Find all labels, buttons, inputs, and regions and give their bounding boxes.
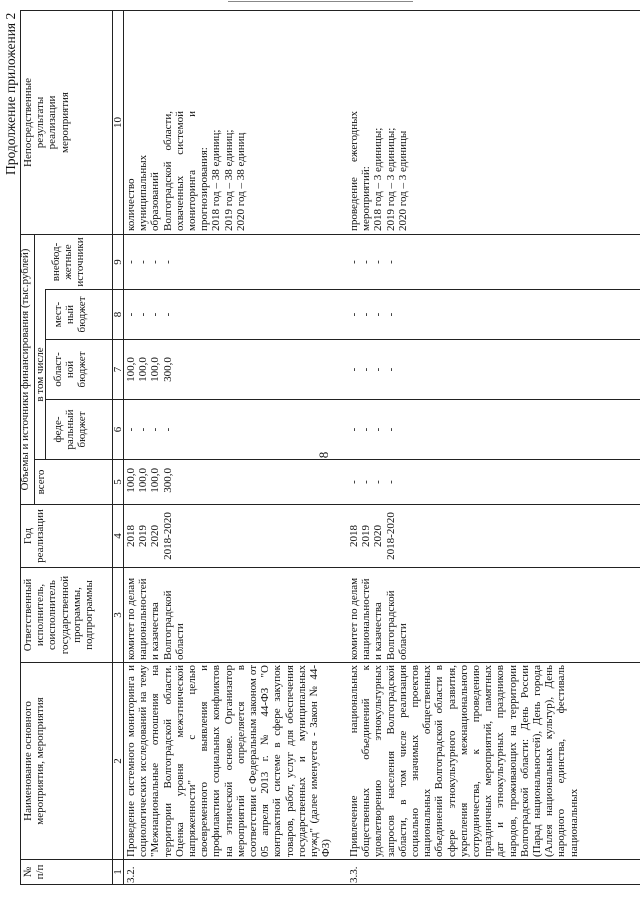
header-name: Наименование основного мероприятия, мероприятия xyxy=(22,697,47,825)
table-row-local: - - - - xyxy=(348,312,397,317)
header-executor: Ответственный исполнитель, соисполнитель государственной программы, подпрограммы xyxy=(22,575,96,655)
col-number: 6 xyxy=(112,426,124,433)
col-number: 9 xyxy=(112,259,124,265)
table-row-regional: - - - - xyxy=(348,367,397,372)
header-regional: област- ной бюджет xyxy=(52,351,89,388)
col-number: 8 xyxy=(112,311,124,318)
table-row-federal: - - - - xyxy=(125,427,174,432)
table-row-total: 100,0 100,0 100,0 300,0 xyxy=(125,468,174,493)
col-number: 4 xyxy=(112,533,124,539)
table-row-federal: - - - - xyxy=(348,427,397,432)
table-row-years: 2018 2019 2020 2018-2020 xyxy=(125,512,174,560)
header-federal: феде- ральный бюджет xyxy=(52,409,89,450)
table-row-executor: комитет по делам национальностей и казачества Волгоградской области xyxy=(125,577,186,660)
table-row-name: Проведение системного мониторинга и социологических исследований на тему "Межнациональные отношения на территории Волгоградской области. Оценка уровня межэтнической напряженности" с целью своевременного выявления и профилактики социальных конфликтов на этнической основе. Организатор мероприятий определяется в соответствии с Федеральным законом от 05 апреля 2013 г. № 44-ФЗ "О контрактной системе в сфере закупок товаров, работ, услуг для обеспечения государственных и муниципальных нужд" (далее именуется - Закон № 44-ФЗ) xyxy=(125,665,333,857)
table-row-name: Привлечение национальных общественных объединений к удовлетворению этнокультурных запросов населения Волгоградской области, в том числе реализация социально значимых проектов национальных общественных объединений Волгоградской области в сфере этнокультурного развития, укрепления межнационального сотрудничества, к проведению праздничных мероприятий, памятных дат и этнокультурных праздников народов, проживающих на территории Волгоградской области: День России (Парад национальностей), День города (Аллея национальных культур), День народного единства, фестиваль национальных xyxy=(348,665,580,857)
col-number: 10 xyxy=(112,117,124,128)
table-row-results: количество муниципальных образований Волгоградской области, охваченных системой мониторинга и прогнозирования: 2018 год – 38 единиц; 2019 год – 38 единиц; 2020 год – 38 единиц xyxy=(125,111,247,231)
header-results: Непосредственные результаты реализации мероприятия xyxy=(22,78,71,167)
col-number: 7 xyxy=(112,366,124,373)
header-funding: Объемы и источники финансирования (тыс.рублей) xyxy=(19,248,31,491)
table-row-total: - - - - xyxy=(348,480,397,484)
program-table xyxy=(20,10,640,885)
col-number: 2 xyxy=(112,758,124,764)
table-row-results: проведение ежегодных мероприятий: 2018 год – 3 единицы; 2019 год – 3 единицы; 2020 год – 3 единицы xyxy=(348,111,409,231)
table-row-number: 3.2. xyxy=(125,866,137,883)
header-offbudget: внебюд- жетные источники xyxy=(50,237,87,287)
header-number: № п/п xyxy=(22,864,47,880)
continuation-label: Продолжение приложения 2 xyxy=(3,12,18,175)
table-row-local: - - - - xyxy=(125,312,174,317)
table-row-years: 2018 2019 2020 2018-2020 xyxy=(348,512,397,560)
table-row-regional: 100,0 100,0 100,0 300,0 xyxy=(125,357,174,382)
table-row-number: 3.3. xyxy=(348,866,360,883)
col-number: 3 xyxy=(112,612,124,618)
col-number: 5 xyxy=(112,479,124,485)
table-row-offbudget: - - - - xyxy=(348,260,397,264)
header-year: Год реализации xyxy=(22,509,47,563)
table-row-executor: комитет по делам национальностей и казачества Волгоградской области xyxy=(348,577,409,660)
header-local: мест- ный бюджет xyxy=(52,296,89,333)
header-incl: в том числе xyxy=(34,347,46,402)
header-total: всего xyxy=(35,469,47,495)
col-number: 1 xyxy=(112,869,124,875)
table-row-offbudget: - - - - xyxy=(125,260,174,264)
page-number: 8 xyxy=(316,451,331,459)
